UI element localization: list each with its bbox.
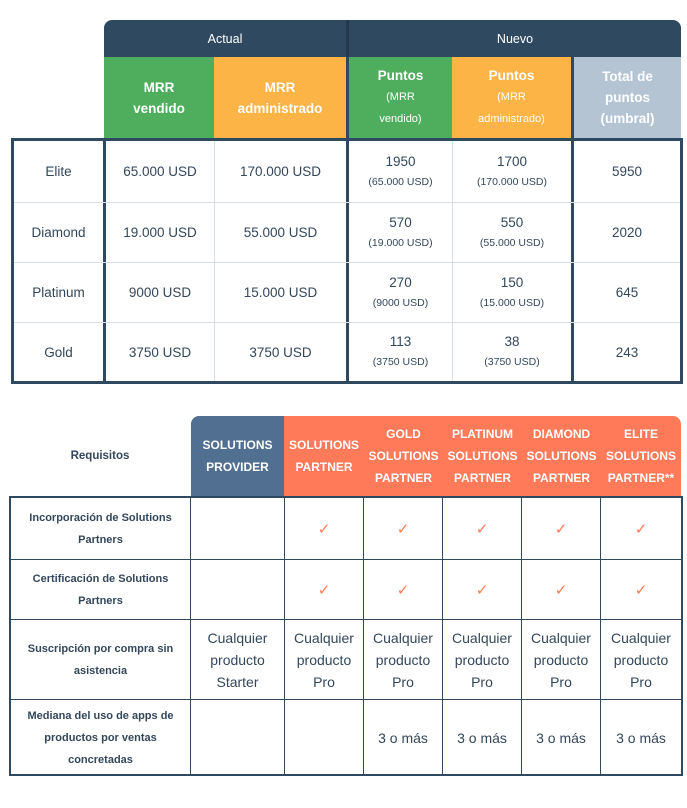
header-puntos-vendido: Puntos (MRR vendido) [349, 57, 452, 138]
mrr-administrado-cell: 3750 USD [249, 344, 312, 360]
header-mrr-administrado: MRR administrado [214, 57, 346, 138]
product-cell: Cualquier producto Pro [611, 629, 671, 690]
total-cell: 5950 [611, 164, 643, 179]
header-mrr-vendido: MRR vendido [104, 57, 214, 138]
header-total-puntos: Total de puntos (umbral) [574, 57, 681, 138]
mrr-vendido-cell: 65.000 USD [123, 164, 197, 179]
check-icon: ✓ [554, 520, 568, 538]
mrr-administrado-cell: 15.000 USD [243, 285, 318, 300]
puntos-vendido-cell: 270 (9000 USD) [372, 274, 429, 309]
header-platinum-solutions-partner: PLATINUM SOLUTIONS PARTNER [443, 416, 522, 496]
check-icon: ✓ [396, 581, 410, 599]
check-icon: ✓ [396, 520, 410, 538]
puntos-administrado-cell: 38 (3750 USD) [484, 334, 540, 368]
tier-label: Platinum [32, 285, 85, 300]
mrr-vendido-cell: 3750 USD [128, 344, 192, 360]
header-puntos-administrado: Puntos (MRR administrado) [452, 57, 571, 138]
header-solutions-partner: SOLUTIONS PARTNER [284, 416, 364, 496]
apps-usage-cell: 3 o más [616, 729, 666, 746]
tier-label: Gold [44, 344, 73, 360]
header-solutions-provider: SOLUTIONS PROVIDER [191, 416, 284, 496]
puntos-administrado-cell: 1700 (170.000 USD) [476, 153, 548, 188]
mrr-vendido-cell: 19.000 USD [123, 225, 197, 240]
product-cell: Cualquier producto Pro [373, 629, 433, 690]
check-icon: ✓ [475, 581, 489, 599]
tier-label: Elite [45, 164, 72, 179]
puntos-vendido-cell: 1950 (65.000 USD) [368, 153, 433, 188]
requirement-label: Suscripción por compra sin asistencia [27, 642, 174, 677]
requirement-label: Mediana del uso de apps de productos por ventas concretadas [27, 709, 174, 766]
group-header-actual: Actual [104, 20, 346, 57]
product-cell: Cualquier producto Pro [452, 629, 512, 690]
mrr-vendido-cell: 9000 USD [128, 285, 192, 300]
requisitos-label: Requisitos [70, 450, 130, 462]
check-icon: ✓ [554, 581, 568, 599]
requirement-label: Incorporación de Solutions Partners [29, 511, 172, 546]
check-icon: ✓ [634, 581, 648, 599]
product-cell: Cualquier producto Starter [207, 629, 268, 690]
mrr-administrado-cell: 55.000 USD [243, 225, 318, 240]
header-gold-solutions-partner: GOLD SOLUTIONS PARTNER [364, 416, 443, 496]
header-diamond-solutions-partner: DIAMOND SOLUTIONS PARTNER [522, 416, 601, 496]
total-cell: 2020 [611, 225, 643, 240]
requirement-label: Certificación de Solutions Partners [32, 572, 169, 607]
puntos-administrado-cell: 550 (55.000 USD) [479, 214, 545, 249]
apps-usage-cell: 3 o más [536, 729, 586, 746]
total-cell: 645 [615, 285, 639, 300]
product-cell: Cualquier producto Pro [531, 629, 591, 690]
group-header-nuevo: Nuevo [349, 20, 681, 57]
check-icon: ✓ [634, 520, 648, 538]
puntos-vendido-cell: 113 (3750 USD) [372, 334, 429, 368]
total-cell: 243 [615, 344, 639, 360]
apps-usage-cell: 3 o más [378, 729, 428, 746]
puntos-administrado-cell: 150 (15.000 USD) [479, 274, 545, 309]
check-icon: ✓ [317, 520, 331, 538]
header-elite-solutions-partner: ELITE SOLUTIONS PARTNER** [601, 416, 681, 496]
tier-label: Diamond [31, 225, 86, 240]
check-icon: ✓ [475, 520, 489, 538]
product-cell: Cualquier producto Pro [294, 629, 354, 690]
check-icon: ✓ [317, 581, 331, 599]
puntos-vendido-cell: 570 (19.000 USD) [368, 214, 433, 249]
apps-usage-cell: 3 o más [457, 729, 507, 746]
mrr-administrado-cell: 170.000 USD [239, 164, 322, 179]
